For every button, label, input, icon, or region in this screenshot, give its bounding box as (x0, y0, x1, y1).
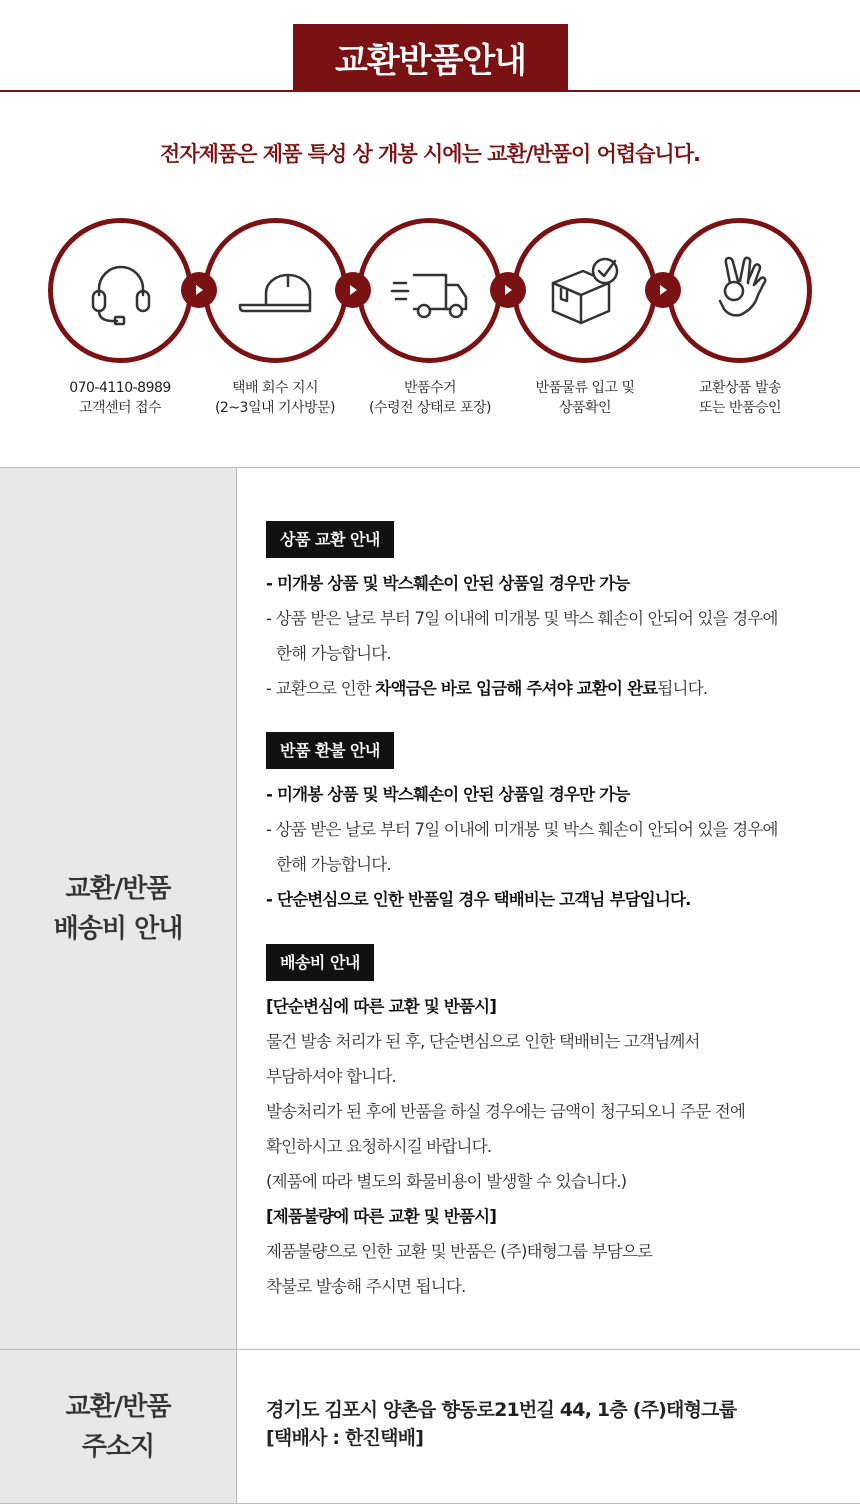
shipping-line-5: (제품에 따라 별도의 화물비용이 발생할 수 있습니다.) (266, 1172, 627, 1191)
shipping-heading-2: [제품불량에 따른 교환 및 반품시] (266, 1207, 497, 1226)
return-address-label-line2: 주소지 (81, 1432, 155, 1462)
shipping-line-2: 부담하셔야 합니다. (266, 1067, 397, 1086)
step-arrow-3 (490, 272, 526, 308)
notice-subtitle: 전자제품은 제품 특성 상 개봉 시에는 교환/반품이 어렵습니다. (160, 142, 700, 166)
step-5-circle (667, 218, 812, 363)
box-check-icon (545, 251, 625, 331)
address-text: 경기도 김포시 양촌읍 향동로21번길 44, 1층 (주)태형그룹 (266, 1399, 737, 1421)
step-arrow-1 (181, 272, 217, 308)
step-2-circle (203, 218, 348, 363)
shipping-heading-1: [단순변심에 따른 교환 및 반품시] (266, 997, 497, 1016)
return-address-label-line1: 교환/반품 (65, 1392, 171, 1422)
exchange-section (266, 521, 836, 706)
step-2-label (195, 378, 355, 418)
info-table (0, 467, 860, 1504)
step-5-label (660, 378, 820, 418)
refund-line-4: - 단순변심으로 인한 반품일 경우 택배비는 고객님 부담입니다. (266, 890, 691, 909)
refund-badge: 반품 환불 안내 (266, 732, 394, 769)
refund-line-3: 한해 가능합니다. (276, 855, 391, 874)
return-address (266, 1396, 836, 1452)
refund-line-2: - 상품 받은 날로 부터 7일 이내에 미개봉 및 박스 훼손이 안되어 있을 경우에 (266, 820, 778, 839)
header (0, 0, 860, 92)
step-2-line1: 택배 회수 지시 (231, 380, 319, 396)
step-5-line1: 교환상품 발송 (698, 380, 782, 396)
exchange-badge: 상품 교환 안내 (266, 521, 394, 558)
step-1-label (40, 378, 200, 418)
exchange-line-3: 한해 가능합니다. (276, 644, 391, 663)
shipping-fee-label-line1: 교환/반품 (65, 873, 171, 904)
step-4-circle (512, 218, 657, 363)
courier-text: [택배사 : 한진택배] (266, 1427, 424, 1449)
step-4-label (505, 378, 665, 418)
process-steps (0, 215, 860, 435)
step-3-label (350, 378, 510, 418)
shipping-line-3: 발송처리가 된 후에 반품을 하실 경우에는 금액이 청구되오니 주문 전에 (266, 1102, 746, 1121)
step-4-line2: 상품확인 (558, 400, 612, 416)
step-arrow-2 (335, 272, 371, 308)
ok-hand-icon (700, 251, 780, 331)
shipping-section (266, 944, 836, 1304)
step-3-line2: (수령전 상태로 포장) (368, 400, 492, 416)
exchange-line-1: - 미개봉 상품 및 박스훼손이 안된 상품일 경우만 가능 (266, 574, 630, 593)
return-address-label (0, 1349, 237, 1504)
shipping-line-4: 확인하시고 요청하시길 바랍니다. (266, 1137, 492, 1156)
step-4-line1: 반품물류 입고 및 (535, 380, 635, 396)
shipping-fee-label-line2: 배송비 안내 (53, 913, 183, 944)
step-arrow-4 (645, 272, 681, 308)
step-1-line2: 고객센터 접수 (78, 400, 162, 416)
refund-line-1: - 미개봉 상품 및 박스훼손이 안된 상품일 경우만 가능 (266, 785, 630, 804)
shipping-fee-label (0, 468, 237, 1349)
page-title: 교환반품안내 (293, 24, 568, 91)
cap-icon (236, 251, 316, 331)
shipping-line-6: 제품불량으로 인한 교환 및 반품은 (주)태형그룹 부담으로 (266, 1242, 653, 1261)
shipping-line-1: 물건 발송 처리가 된 후, 단순변심으로 인한 택배비는 고객님께서 (266, 1032, 700, 1051)
refund-section (266, 732, 836, 917)
shipping-badge: 배송비 안내 (266, 944, 374, 981)
step-1-line1: 070-4110-8989 (69, 380, 171, 396)
exchange-line-2: - 상품 받은 날로 부터 7일 이내에 미개봉 및 박스 훼손이 안되어 있을 경우에 (266, 609, 778, 628)
headset-icon (81, 251, 161, 331)
step-5-line2: 또는 반품승인 (698, 400, 782, 416)
shipping-line-7: 착불로 발송해 주시면 됩니다. (266, 1277, 466, 1296)
step-3-line1: 반품수거 (403, 380, 457, 396)
step-3-circle (357, 218, 502, 363)
truck-icon (390, 251, 470, 331)
step-2-line2: (2~3일내 기사방문) (214, 400, 336, 416)
exchange-line-4: - 교환으로 인한 차액금은 바로 입금해 주셔야 교환이 완료됩니다. (266, 679, 708, 698)
step-1-circle (48, 218, 193, 363)
